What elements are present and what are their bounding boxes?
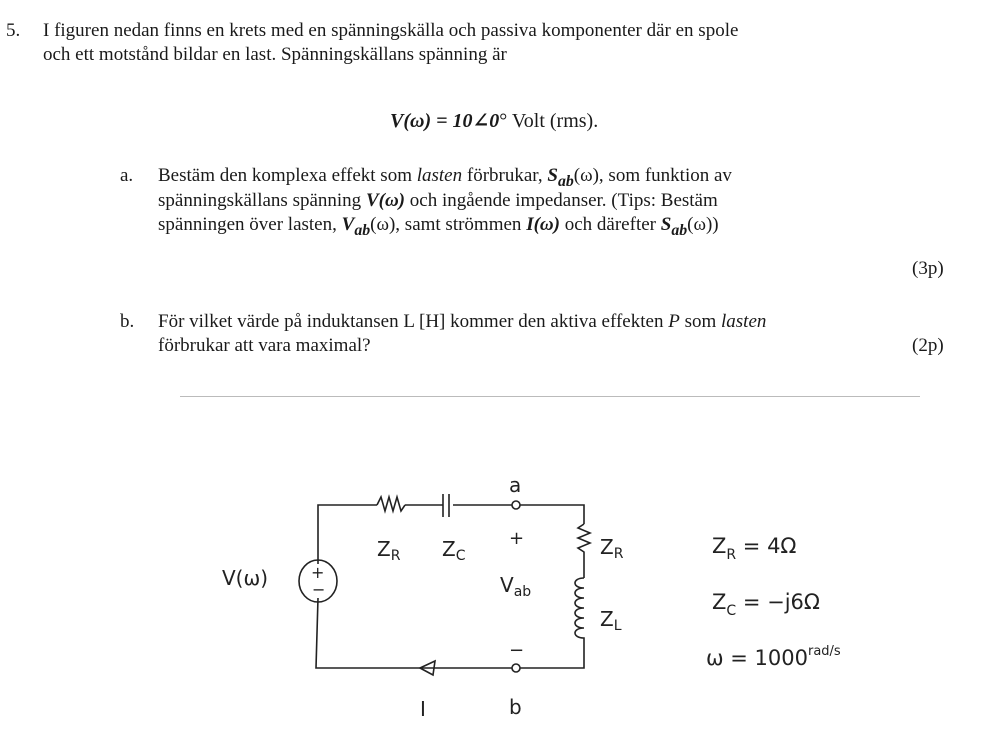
unit: rad/s bbox=[807, 644, 841, 659]
sub: R bbox=[390, 548, 401, 564]
sub: R bbox=[726, 547, 737, 563]
formula-rhs: ° Volt (rms). bbox=[499, 110, 599, 132]
text: spänningen över lasten, bbox=[158, 214, 342, 235]
text: och ingående impedanser. (Tips: Bestäm bbox=[405, 190, 718, 211]
text: och därefter bbox=[559, 214, 661, 235]
sub: ab bbox=[513, 584, 532, 600]
wire-top-right bbox=[520, 505, 584, 524]
source-minus: − bbox=[312, 580, 326, 599]
text: Bestäm den komplexa effekt som bbox=[158, 165, 417, 186]
z: Z bbox=[600, 535, 614, 559]
zc-top-label bbox=[442, 537, 466, 564]
part-b-label: b. bbox=[120, 311, 135, 332]
text: förbrukar, bbox=[462, 165, 548, 186]
text: lasten bbox=[721, 311, 767, 332]
symbol: P bbox=[668, 311, 680, 332]
node-b-label: b bbox=[509, 695, 522, 719]
symbol-sub: ab bbox=[671, 221, 688, 239]
question-number: 5. bbox=[6, 20, 21, 41]
zr-right-label bbox=[600, 535, 624, 562]
intro-line-1: I figuren nedan finns en krets med en spänningskälla och passiva komponenter där en spole bbox=[43, 20, 739, 41]
node-a-label: a bbox=[509, 473, 522, 497]
formula-lhs: V(ω) = 10∠0 bbox=[390, 110, 500, 132]
part-b-line-2: förbrukar att vara maximal? bbox=[158, 335, 371, 356]
capacitor bbox=[443, 494, 449, 517]
sub: L bbox=[613, 618, 622, 634]
zr-top-label bbox=[377, 537, 401, 564]
intro-line-2: och ett motstånd bildar en last. Spänningskällans spänning är bbox=[43, 44, 507, 65]
text: För vilket värde på induktansen L [H] kommer den aktiva effekten bbox=[158, 311, 669, 332]
z: Z bbox=[377, 537, 391, 561]
symbol: V bbox=[341, 214, 355, 235]
text: (ω)) bbox=[687, 214, 719, 235]
v: V bbox=[500, 573, 514, 597]
part-b-points: (2p) bbox=[912, 335, 944, 356]
z: Z bbox=[712, 534, 727, 558]
part-a-label: a. bbox=[120, 165, 134, 186]
val: = 4Ω bbox=[736, 534, 797, 558]
sub: R bbox=[613, 546, 624, 562]
symbol: V(ω) bbox=[365, 190, 406, 211]
z: Z bbox=[712, 590, 727, 614]
text: som bbox=[679, 311, 721, 332]
text: lasten bbox=[416, 165, 463, 186]
symbol-sub: ab bbox=[354, 221, 371, 239]
sub: C bbox=[726, 603, 737, 619]
source-label: V(ω) bbox=[222, 566, 269, 590]
text: (ω), samt strömmen bbox=[370, 214, 527, 235]
terminal-a bbox=[512, 501, 520, 509]
vab-label bbox=[500, 573, 531, 600]
z: Z bbox=[600, 607, 614, 631]
text: (ω), som funktion av bbox=[573, 165, 732, 186]
source-plus: + bbox=[311, 563, 325, 582]
wire-bottom bbox=[316, 598, 512, 668]
val: ω = 1000 bbox=[706, 646, 808, 670]
resistor-right bbox=[578, 524, 590, 578]
part-a-points: (3p) bbox=[912, 258, 944, 279]
sub: C bbox=[455, 548, 466, 564]
vab-minus: − bbox=[509, 640, 525, 661]
symbol: I(ω) bbox=[526, 214, 560, 235]
given-zr bbox=[712, 534, 796, 563]
text: spänningskällans spänning bbox=[158, 190, 366, 211]
given-zc bbox=[712, 590, 820, 619]
current-label: I bbox=[420, 697, 426, 721]
zl-label bbox=[600, 607, 622, 634]
vab-plus: + bbox=[509, 528, 525, 549]
symbol: S bbox=[547, 165, 558, 186]
z: Z bbox=[442, 537, 456, 561]
symbol-sub: ab bbox=[557, 172, 574, 190]
val: = −j6Ω bbox=[736, 590, 820, 614]
wire-left-top bbox=[318, 505, 377, 564]
given-omega bbox=[706, 644, 841, 670]
terminal-b bbox=[512, 664, 520, 672]
symbol: S bbox=[660, 214, 672, 235]
resistor-top bbox=[377, 497, 405, 511]
